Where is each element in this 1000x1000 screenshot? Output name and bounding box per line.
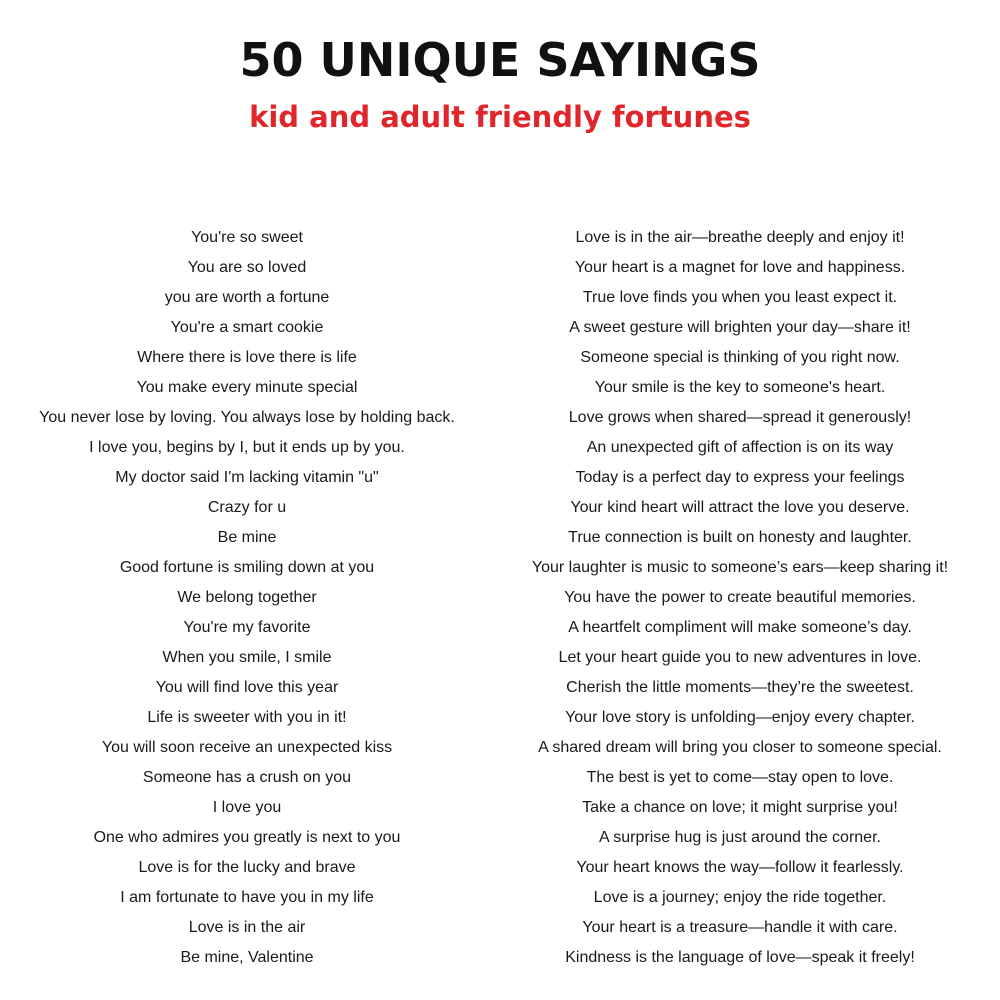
saying-item: Someone special is thinking of you right now. — [580, 349, 900, 366]
saying-item: You make every minute special — [136, 379, 358, 396]
saying-item: Your smile is the key to someone's heart. — [594, 379, 886, 396]
saying-item: Love grows when shared—spread it generously! — [568, 409, 912, 426]
saying-item: Be mine, Valentine — [180, 949, 314, 966]
saying-item: Your laughter is music to someone’s ears—keep sharing it! — [531, 559, 949, 576]
saying-item: Life is sweeter with you in it! — [147, 709, 347, 726]
saying-item: Take a chance on love; it might surprise you! — [582, 799, 898, 816]
saying-item: Good fortune is smiling down at you — [119, 559, 375, 576]
saying-item: You never lose by loving. You always lose by holding back. — [39, 409, 455, 426]
saying-item: Crazy for u — [207, 499, 287, 516]
saying-item: Be mine — [217, 529, 277, 546]
saying-item: I love you — [212, 799, 282, 816]
saying-item: You're a smart cookie — [170, 319, 324, 336]
saying-item: My doctor said I'm lacking vitamin "u" — [115, 469, 379, 486]
saying-item: You will soon receive an unexpected kiss — [101, 739, 393, 756]
saying-item: I am fortunate to have you in my life — [120, 889, 374, 906]
saying-item: Love is in the air — [188, 919, 306, 936]
saying-item: Your love story is unfolding—enjoy every chapter. — [565, 709, 915, 726]
saying-item: A sweet gesture will brighten your day—share it! — [569, 319, 911, 336]
saying-item: True connection is built on honesty and laughter. — [568, 529, 912, 546]
saying-item: Your heart is a treasure—handle it with care. — [582, 919, 898, 936]
saying-item: You are so loved — [187, 259, 307, 276]
saying-item: A shared dream will bring you closer to someone special. — [538, 739, 942, 756]
saying-item: Someone has a crush on you — [142, 769, 352, 786]
saying-item: You're so sweet — [191, 229, 303, 246]
saying-item: Where there is love there is life — [137, 349, 357, 366]
sayings-list-right — [494, 223, 986, 973]
saying-item: A heartfelt compliment will make someone’s day. — [568, 619, 912, 636]
saying-item: You're my favorite — [183, 619, 311, 636]
saying-item: Let your heart guide you to new adventures in love. — [558, 649, 922, 666]
saying-item: Cherish the little moments—they’re the sweetest. — [566, 679, 914, 696]
saying-item: When you smile, I smile — [162, 649, 332, 666]
saying-item: I love you, begins by I, but it ends up by you. — [89, 439, 405, 456]
saying-item: you are worth a fortune — [164, 289, 330, 306]
saying-item: You will find love this year — [155, 679, 339, 696]
saying-item: Your heart knows the way—follow it fearlessly. — [576, 859, 904, 876]
saying-item: Today is a perfect day to express your feelings — [575, 469, 905, 486]
saying-item: Your heart is a magnet for love and happiness. — [574, 259, 906, 276]
saying-item: Your kind heart will attract the love you deserve. — [570, 499, 910, 516]
saying-item: We belong together — [177, 589, 317, 606]
saying-item: One who admires you greatly is next to you — [93, 829, 401, 846]
saying-item: Love is for the lucky and brave — [138, 859, 356, 876]
saying-item: Love is in the air—breathe deeply and enjoy it! — [575, 229, 905, 246]
saying-item: The best is yet to come—stay open to love. — [586, 769, 894, 786]
saying-item: You have the power to create beautiful memories. — [564, 589, 916, 606]
page-title: 50 UNIQUE SAYINGS — [239, 33, 761, 87]
saying-item: Kindness is the language of love—speak it freely! — [565, 949, 915, 966]
saying-item: Love is a journey; enjoy the ride together. — [593, 889, 887, 906]
sayings-list-left — [0, 223, 494, 973]
page-subtitle: kid and adult friendly fortunes — [249, 100, 751, 134]
saying-item: True love finds you when you least expect it. — [582, 289, 898, 306]
saying-item: A surprise hug is just around the corner. — [599, 829, 881, 846]
saying-item: An unexpected gift of affection is on its way — [586, 439, 894, 456]
